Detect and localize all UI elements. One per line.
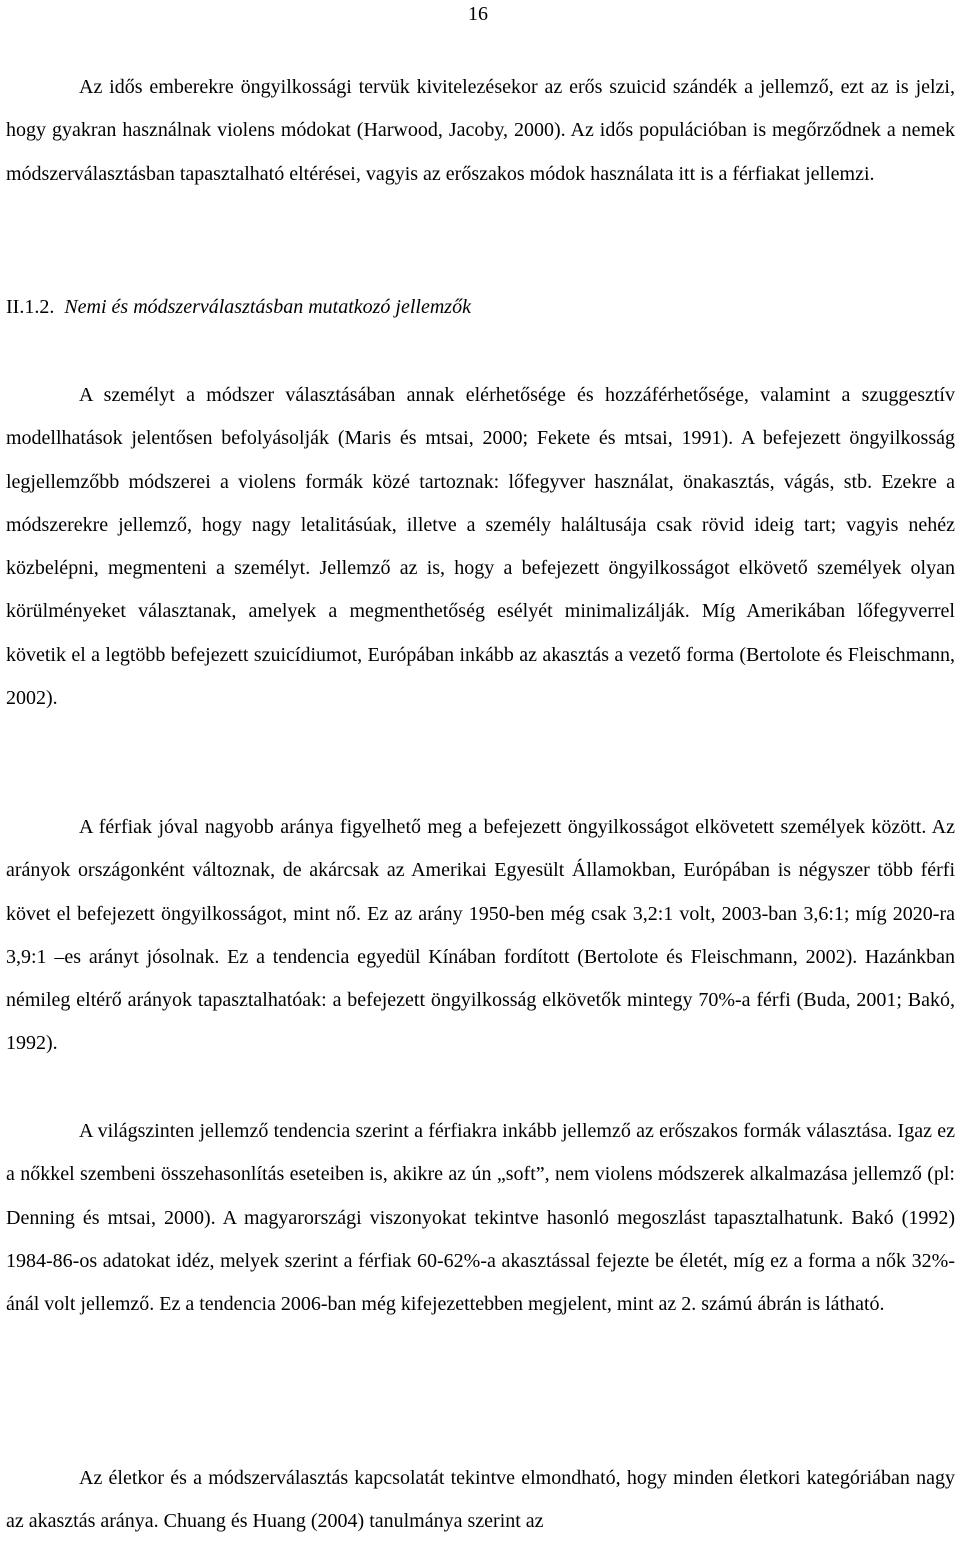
section-number: II.1.2. [6,296,55,318]
section-title: Nemi és módszerválasztásban mutatkozó jellemzők [64,296,471,318]
paragraph-age-method: Az életkor és a módszerválasztás kapcsolatát tekintve elmondható, hogy minden életkori kategóriában nagy az akasztás aránya. Chuang és Huang (2004) tanulmánya szerint az [6,1467,955,1533]
section-heading [6,286,946,329]
page-number: 16 [468,3,488,25]
paragraph-elderly-methods: Az idős emberekre öngyilkossági tervük kivitelezésekor az erős szuicid szándék a jellemző, ezt az is jelzi, hogy gyakran használnak violens módokat (Harwood, Jacoby, 2000). Az idős populációban is megőrződnek a nemek módszerválasztásban tapasztalható eltérései, vagyis az erőszakos módok használata itt is a férfiakat jellemzi. [6,76,955,185]
paragraph-violent-forms: A világszinten jellemző tendencia szerint a férfiakra inkább jellemző az erőszakos formák választása. Igaz ez a nőkkel szembeni összehasonlítás eseteiben is, akikre az ún „soft”, nem violens módszerek alkalmazása jellemző (pl: Denning és mtsai, 2000). A magyarországi viszonyokat tekintve hasonló megoszlást tapasztalhatunk. Bakó (1992) 1984-86-os adatokat idéz, melyek szerint a férfiak 60-62%-a akasztással fejezte be életét, míg ez a forma a nők 32%-ánál volt jellemző. Ez a tendencia 2006-ban még kifejezettebben megjelent, mint az 2. számú ábrán is látható. [6,1120,955,1316]
paragraph-gender-ratio: A férfiak jóval nagyobb aránya figyelhető meg a befejezett öngyilkosságot elkövetett személyek között. Az arányok országonként változnak, de akárcsak az Amerikai Egyesült Államokban, Európában is négyszer több férfi követ el befejezett öngyilkosságot, mint nő. Ez az arány 1950-ben még csak 3,2:1 volt, 2003-ban 3,6:1; míg 2020-ra 3,9:1 –es arányt jósolnak. Ez a tendencia egyedül Kínában fordított (Bertolote és Fleischmann, 2002). Hazánkban némileg eltérő arányok tapasztalhatóak: a befejezett öngyilkosság elkövetők mintegy 70%-a férfi (Buda, 2001; Bakó, 1992). [6,816,955,1055]
paragraph-method-choice: A személyt a módszer választásában annak elérhetősége és hozzáférhetősége, valamint a szuggesztív modellhatások jelentősen befolyásolják (Maris és mtsai, 2000; Fekete és mtsai, 1991). A befejezett öngyilkosság legjellemzőbb módszerei a violens formák közé tartoznak: lőfegyver használat, önakasztás, vágás, stb. Ezekre a módszerekre jellemző, hogy nagy letalitásúak, illetve a személy haláltusája csak rövid ideig tart; vagyis nehéz közbelépni, megmenteni a személyt. Jellemző az is, hogy a befejezett öngyilkosságot elkövető személyek olyan körülményeket választanak, amelyek a megmenthetőség esélyét minimalizálják. Míg Amerikában lőfegyverrel követik el a legtöbb befejezett szuicídiumot, Európában inkább az akasztás a vezető forma (Bertolote és Fleischmann, 2002). [6,384,955,710]
